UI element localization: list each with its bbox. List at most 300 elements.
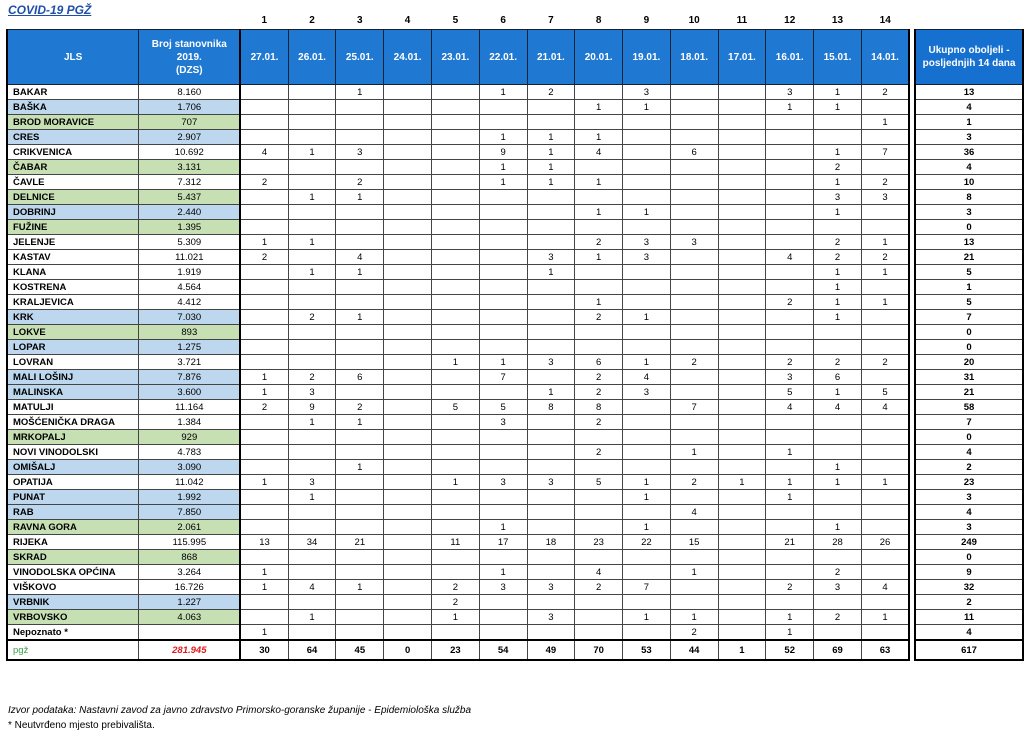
daily-cases (718, 175, 766, 190)
municipality-name: LOVRAN (7, 355, 139, 370)
daily-cases (336, 430, 384, 445)
date-header: 18.01. (670, 30, 718, 85)
daily-cases: 1 (814, 295, 862, 310)
table-row (7, 370, 1023, 385)
daily-cases (288, 175, 336, 190)
daily-cases (336, 160, 384, 175)
blank-cell (915, 12, 1023, 30)
municipality-name: BAŠKA (7, 100, 139, 115)
total-cases: 32 (915, 580, 1023, 595)
daily-cases: 1 (623, 520, 671, 535)
daily-cases: 9 (479, 145, 527, 160)
daily-cases (670, 175, 718, 190)
table-row (7, 160, 1023, 175)
daily-cases: 1 (814, 280, 862, 295)
daily-cases: 22 (623, 535, 671, 550)
municipality-name: RIJEKA (7, 535, 139, 550)
daily-cases: 2 (288, 310, 336, 325)
daily-cases (336, 625, 384, 641)
municipality-name: DOBRINJ (7, 205, 139, 220)
population-value: 7.030 (139, 310, 241, 325)
daily-cases: 2 (766, 295, 814, 310)
daily-cases: 2 (670, 355, 718, 370)
daily-cases (670, 310, 718, 325)
column-number: 9 (643, 15, 650, 26)
total-cases: 2 (915, 460, 1023, 475)
daily-cases (623, 430, 671, 445)
daily-cases (384, 355, 432, 370)
daily-cases (623, 460, 671, 475)
daily-cases: 5 (479, 400, 527, 415)
daily-cases: 52 (766, 640, 814, 660)
daily-cases (766, 415, 814, 430)
daily-cases: 6 (814, 370, 862, 385)
daily-cases: 4 (575, 145, 623, 160)
daily-cases: 1 (623, 310, 671, 325)
daily-cases: 2 (240, 400, 288, 415)
daily-cases: 1 (240, 580, 288, 595)
daily-cases (623, 415, 671, 430)
table-row (7, 340, 1023, 355)
daily-cases: 23 (575, 535, 623, 550)
daily-cases: 3 (814, 580, 862, 595)
daily-cases (766, 145, 814, 160)
population-value: 3.600 (139, 385, 241, 400)
column-number: 14 (879, 15, 891, 26)
table-row (7, 250, 1023, 265)
column-number: 6 (500, 15, 506, 26)
daily-cases (670, 325, 718, 340)
daily-cases: 34 (288, 535, 336, 550)
daily-cases: 4 (623, 370, 671, 385)
daily-cases (288, 280, 336, 295)
daily-cases (670, 340, 718, 355)
total-cases: 3 (915, 205, 1023, 220)
daily-cases (575, 160, 623, 175)
daily-cases: 1 (814, 520, 862, 535)
daily-cases (623, 445, 671, 460)
daily-cases: 1 (336, 460, 384, 475)
municipality-name: VINODOLSKA OPĆINA (7, 565, 139, 580)
daily-cases: 1 (623, 355, 671, 370)
daily-cases: 3 (479, 415, 527, 430)
daily-cases: 2 (766, 355, 814, 370)
daily-cases (431, 160, 479, 175)
daily-cases (384, 115, 432, 130)
daily-cases (384, 595, 432, 610)
daily-cases (384, 565, 432, 580)
daily-cases (479, 295, 527, 310)
daily-cases: 2 (861, 355, 909, 370)
daily-cases (527, 220, 575, 235)
daily-cases (384, 385, 432, 400)
daily-cases (623, 160, 671, 175)
daily-cases (718, 610, 766, 625)
daily-cases (670, 370, 718, 385)
daily-cases (527, 280, 575, 295)
daily-cases (431, 250, 479, 265)
table-row (7, 550, 1023, 565)
daily-cases (240, 430, 288, 445)
table-row (7, 265, 1023, 280)
table-row (7, 280, 1023, 295)
daily-cases (527, 295, 575, 310)
population-value: 1.275 (139, 340, 241, 355)
total-cases: 0 (915, 550, 1023, 565)
daily-cases: 1 (623, 490, 671, 505)
column-number: 8 (595, 15, 602, 26)
daily-cases (336, 295, 384, 310)
daily-cases (670, 490, 718, 505)
municipality-name: Nepoznato * (7, 625, 139, 641)
daily-cases (431, 415, 479, 430)
population-value: 2.907 (139, 130, 241, 145)
column-number: 10 (688, 15, 700, 26)
daily-cases (575, 265, 623, 280)
daily-cases (718, 160, 766, 175)
daily-cases (766, 175, 814, 190)
daily-cases (240, 265, 288, 280)
daily-cases: 1 (288, 190, 336, 205)
daily-cases (384, 400, 432, 415)
daily-cases: 2 (575, 235, 623, 250)
daily-cases: 7 (861, 145, 909, 160)
municipality-name: MALINSKA (7, 385, 139, 400)
table-row (7, 295, 1023, 310)
column-number-row (7, 12, 1023, 30)
column-number: 4 (404, 15, 411, 26)
daily-cases (670, 580, 718, 595)
total-cases: 11 (915, 610, 1023, 625)
daily-cases: 1 (527, 385, 575, 400)
daily-cases (431, 490, 479, 505)
daily-cases (766, 340, 814, 355)
daily-cases: 3 (527, 475, 575, 490)
daily-cases: 4 (575, 565, 623, 580)
total-cases: 31 (915, 370, 1023, 385)
total-cases: 13 (915, 85, 1023, 100)
daily-cases (479, 250, 527, 265)
daily-cases: 64 (288, 640, 336, 660)
daily-cases (384, 460, 432, 475)
daily-cases (718, 550, 766, 565)
daily-cases (479, 325, 527, 340)
population-value: 7.850 (139, 505, 241, 520)
table-row (7, 475, 1023, 490)
column-number: 1 (261, 15, 268, 26)
daily-cases (240, 85, 288, 100)
daily-cases (718, 145, 766, 160)
daily-cases (623, 595, 671, 610)
daily-cases (814, 430, 862, 445)
daily-cases (479, 100, 527, 115)
daily-cases (431, 310, 479, 325)
daily-cases (670, 250, 718, 265)
daily-cases: 1 (861, 610, 909, 625)
daily-cases (240, 205, 288, 220)
total-cases: 0 (915, 430, 1023, 445)
daily-cases (575, 610, 623, 625)
source-note: Izvor podataka: Nastavni zavod za javno zdravstvo Primorsko-goranske županije - Epidemiološka služba (8, 705, 472, 716)
table-row (7, 235, 1023, 250)
population-value: 2.440 (139, 205, 241, 220)
daily-cases (814, 325, 862, 340)
daily-cases: 1 (288, 490, 336, 505)
daily-cases (384, 190, 432, 205)
date-header: 19.01. (623, 30, 671, 85)
daily-cases: 2 (814, 250, 862, 265)
daily-cases (288, 205, 336, 220)
population-value: 1.395 (139, 220, 241, 235)
daily-cases (479, 595, 527, 610)
daily-cases (240, 190, 288, 205)
column-number: 11 (736, 15, 748, 26)
daily-cases (240, 160, 288, 175)
daily-cases (718, 370, 766, 385)
daily-cases: 1 (336, 415, 384, 430)
total-cases: 4 (915, 160, 1023, 175)
daily-cases (766, 265, 814, 280)
daily-cases: 1 (431, 610, 479, 625)
daily-cases (861, 505, 909, 520)
summary-row (7, 640, 1023, 660)
daily-cases (384, 220, 432, 235)
daily-cases (718, 85, 766, 100)
daily-cases (431, 385, 479, 400)
daily-cases (431, 145, 479, 160)
daily-cases: 3 (861, 190, 909, 205)
daily-cases (240, 100, 288, 115)
daily-cases (336, 325, 384, 340)
daily-cases (479, 235, 527, 250)
total-cases: 2 (915, 595, 1023, 610)
daily-cases: 1 (814, 85, 862, 100)
daily-cases (384, 160, 432, 175)
daily-cases (766, 520, 814, 535)
daily-cases: 18 (527, 535, 575, 550)
daily-cases (479, 265, 527, 280)
date-header: 23.01. (431, 30, 479, 85)
daily-cases: 3 (336, 145, 384, 160)
municipality-name: RAB (7, 505, 139, 520)
daily-cases (814, 595, 862, 610)
daily-cases (814, 490, 862, 505)
population-value: 11.042 (139, 475, 241, 490)
daily-cases: 2 (814, 160, 862, 175)
daily-cases: 1 (479, 565, 527, 580)
date-header: 24.01. (384, 30, 432, 85)
daily-cases (623, 325, 671, 340)
daily-cases (384, 520, 432, 535)
daily-cases (861, 340, 909, 355)
daily-cases (336, 445, 384, 460)
municipality-name: OPATIJA (7, 475, 139, 490)
daily-cases (575, 280, 623, 295)
daily-cases (718, 565, 766, 580)
daily-cases (336, 565, 384, 580)
column-number: 5 (452, 15, 459, 26)
daily-cases (527, 415, 575, 430)
daily-cases: 1 (623, 610, 671, 625)
date-header: 25.01. (336, 30, 384, 85)
daily-cases (766, 310, 814, 325)
daily-cases (718, 235, 766, 250)
table-row (7, 325, 1023, 340)
daily-cases (527, 115, 575, 130)
population-header-line: 2019. (176, 51, 202, 63)
daily-cases (766, 205, 814, 220)
daily-cases (431, 220, 479, 235)
daily-cases (861, 280, 909, 295)
daily-cases (575, 340, 623, 355)
daily-cases (527, 460, 575, 475)
daily-cases: 1 (623, 205, 671, 220)
footnote: * Neutvrđeno mjesto prebivališta. (8, 720, 155, 731)
daily-cases (431, 205, 479, 220)
daily-cases (384, 205, 432, 220)
daily-cases (240, 445, 288, 460)
daily-cases (623, 130, 671, 145)
daily-cases (384, 445, 432, 460)
daily-cases (575, 505, 623, 520)
total-cases: 5 (915, 295, 1023, 310)
daily-cases (861, 520, 909, 535)
daily-cases (240, 355, 288, 370)
daily-cases: 3 (288, 385, 336, 400)
daily-cases: 1 (240, 625, 288, 641)
daily-cases (479, 280, 527, 295)
daily-cases: 1 (527, 160, 575, 175)
daily-cases (575, 520, 623, 535)
daily-cases (527, 625, 575, 641)
daily-cases: 3 (288, 475, 336, 490)
daily-cases (240, 310, 288, 325)
population-value: 3.264 (139, 565, 241, 580)
daily-cases: 2 (575, 580, 623, 595)
table-row (7, 445, 1023, 460)
municipality-name: MOŠĆENIČKA DRAGA (7, 415, 139, 430)
daily-cases: 6 (336, 370, 384, 385)
daily-cases (670, 205, 718, 220)
total-cases: 5 (915, 265, 1023, 280)
daily-cases (814, 625, 862, 641)
daily-cases: 26 (861, 535, 909, 550)
population-value: 4.564 (139, 280, 241, 295)
daily-cases (527, 565, 575, 580)
table-row (7, 220, 1023, 235)
daily-cases (240, 505, 288, 520)
daily-cases (670, 595, 718, 610)
date-header: 17.01. (718, 30, 766, 85)
total-cases: 0 (915, 340, 1023, 355)
daily-cases (670, 115, 718, 130)
daily-cases: 3 (623, 385, 671, 400)
daily-cases: 6 (575, 355, 623, 370)
daily-cases (861, 160, 909, 175)
table-row (7, 400, 1023, 415)
daily-cases (766, 280, 814, 295)
daily-cases: 1 (670, 565, 718, 580)
daily-cases (670, 190, 718, 205)
daily-cases (575, 550, 623, 565)
daily-cases: 1 (479, 130, 527, 145)
daily-cases: 1 (479, 85, 527, 100)
daily-cases (384, 325, 432, 340)
daily-cases: 1 (240, 235, 288, 250)
daily-cases (623, 550, 671, 565)
total-cases: 7 (915, 310, 1023, 325)
daily-cases (336, 550, 384, 565)
daily-cases (766, 505, 814, 520)
daily-cases: 23 (431, 640, 479, 660)
daily-cases (718, 595, 766, 610)
daily-cases (479, 385, 527, 400)
population-value: 1.384 (139, 415, 241, 430)
daily-cases (718, 460, 766, 475)
daily-cases: 4 (670, 505, 718, 520)
table-row (7, 535, 1023, 550)
covid-cases-table (6, 12, 1024, 661)
daily-cases (670, 265, 718, 280)
daily-cases (384, 370, 432, 385)
population-value: 11.164 (139, 400, 241, 415)
daily-cases (766, 550, 814, 565)
daily-cases: 1 (527, 175, 575, 190)
daily-cases: 2 (861, 250, 909, 265)
daily-cases (336, 220, 384, 235)
total-cases: 0 (915, 325, 1023, 340)
daily-cases (527, 205, 575, 220)
daily-cases (336, 205, 384, 220)
daily-cases (384, 340, 432, 355)
total-cases: 4 (915, 100, 1023, 115)
total-cases: 9 (915, 565, 1023, 580)
daily-cases (240, 550, 288, 565)
daily-cases (718, 250, 766, 265)
daily-cases: 2 (814, 235, 862, 250)
daily-cases: 1 (240, 385, 288, 400)
daily-cases (240, 415, 288, 430)
daily-cases (670, 220, 718, 235)
daily-cases (814, 340, 862, 355)
daily-cases (288, 115, 336, 130)
daily-cases: 1 (336, 85, 384, 100)
daily-cases: 1 (766, 475, 814, 490)
daily-cases (431, 445, 479, 460)
daily-cases: 1 (479, 160, 527, 175)
population-value: 1.706 (139, 100, 241, 115)
daily-cases (336, 280, 384, 295)
daily-cases (527, 325, 575, 340)
daily-cases: 1 (575, 295, 623, 310)
daily-cases (670, 385, 718, 400)
daily-cases (623, 175, 671, 190)
daily-cases (670, 100, 718, 115)
daily-cases (240, 595, 288, 610)
daily-cases (384, 550, 432, 565)
table-row (7, 505, 1023, 520)
daily-cases (623, 265, 671, 280)
daily-cases: 5 (861, 385, 909, 400)
daily-cases (718, 295, 766, 310)
daily-cases (766, 565, 814, 580)
table-row (7, 625, 1023, 641)
daily-cases: 1 (336, 265, 384, 280)
daily-cases: 2 (861, 85, 909, 100)
daily-cases: 69 (814, 640, 862, 660)
daily-cases (861, 220, 909, 235)
population-value: 3.131 (139, 160, 241, 175)
